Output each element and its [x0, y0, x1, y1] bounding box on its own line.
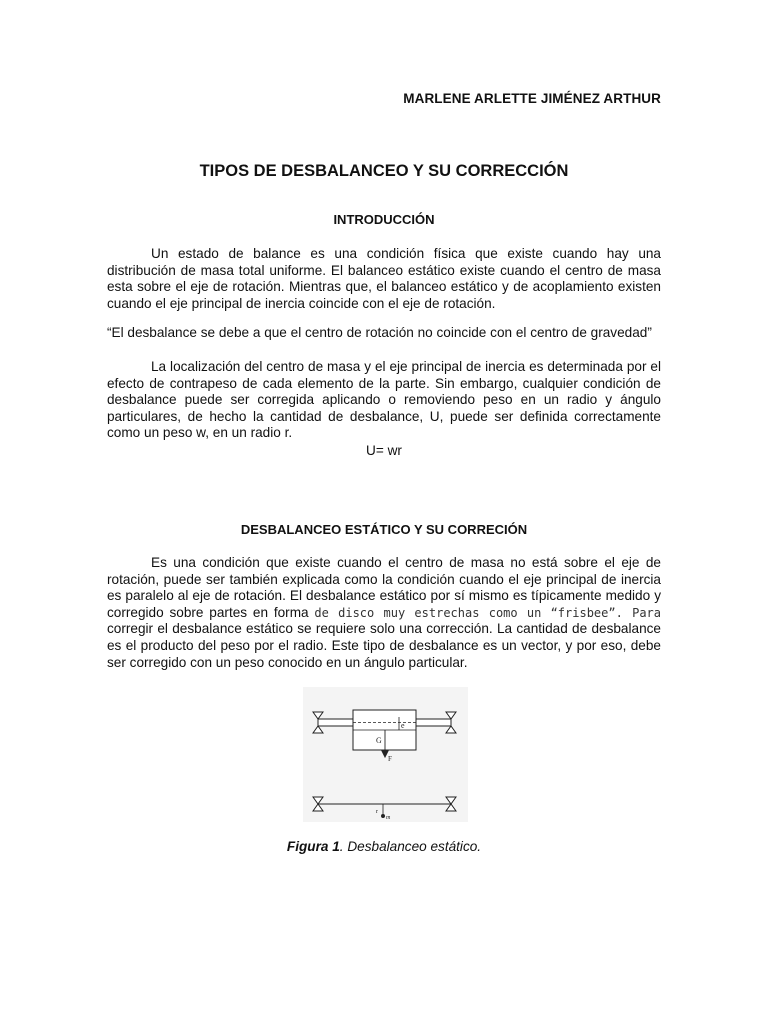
caption-label: Figura 1 — [286, 839, 340, 854]
intro-heading: INTRODUCCIÓN — [333, 212, 435, 227]
static-paragraph-part-2: corregir el desbalance estático se requiere solo una corrección. La cantidad de desbalance es el producto del peso por el radio. Este tipo de desbalance es un vector, y por eso, debe ser corregido con un peso conocido en un ángulo particular. — [107, 621, 661, 670]
formula: U= wr — [366, 443, 402, 458]
intro-quote: “El desbalance se debe a que el centro de rotación no coincide con el centro de gravedad” — [107, 325, 652, 340]
label-r: r — [376, 809, 378, 815]
static-paragraph-part-1: Es una condición que existe cuando el centro de masa no está sobre el eje de rotación, puede ser también explicada como la condición cuando el eje principal de inercia es paralelo al eje de rotación. El desbalance estático por sí mismo es típicamente medido y corregido sobre partes en forma — [107, 555, 661, 620]
document-title: TIPOS DE DESBALANCEO Y SU CORRECCIÓN — [199, 162, 569, 180]
static-paragraph-mono: de disco muy estrechas como un “frisbee”. Para — [314, 605, 661, 620]
intro-paragraph-1: Un estado de balance es una condición física que existe cuando hay una distribución de masa total uniforme. El balanceo estático existe cuando el centro de masa esta sobre el eje de rotación. Mientras que, el balanceo estático y de acoplamiento existen cuando el eje principal de inercia coincide con el eje de rotación. — [107, 246, 661, 311]
label-g: G — [376, 736, 382, 745]
label-f: F — [388, 755, 392, 763]
mass-point — [382, 815, 385, 818]
label-m: m — [386, 815, 391, 821]
label-e: e — [401, 721, 405, 730]
figure-caption — [0, 839, 768, 854]
author-name: MARLENE ARLETTE JIMÉNEZ ARTHUR — [403, 91, 661, 106]
static-paragraph — [107, 555, 661, 671]
caption-text: . Desbalanceo estático. — [339, 839, 482, 854]
static-heading: DESBALANCEO ESTÁTICO Y SU CORRECIÓN — [240, 522, 528, 537]
intro-paragraph-2: La localización del centro de masa y el eje principal de inercia es determinada por el efecto de contrapeso de cada elemento de la parte. Sin embargo, cualquier condición de desbalance puede ser corregida aplicando o removiendo peso en un radio y ángulo particulares, de hecho la cantidad de desbalance, U, puede ser definida correctamente como un peso w, en un radio r. — [107, 359, 661, 441]
static-unbalance-figure — [303, 687, 468, 822]
